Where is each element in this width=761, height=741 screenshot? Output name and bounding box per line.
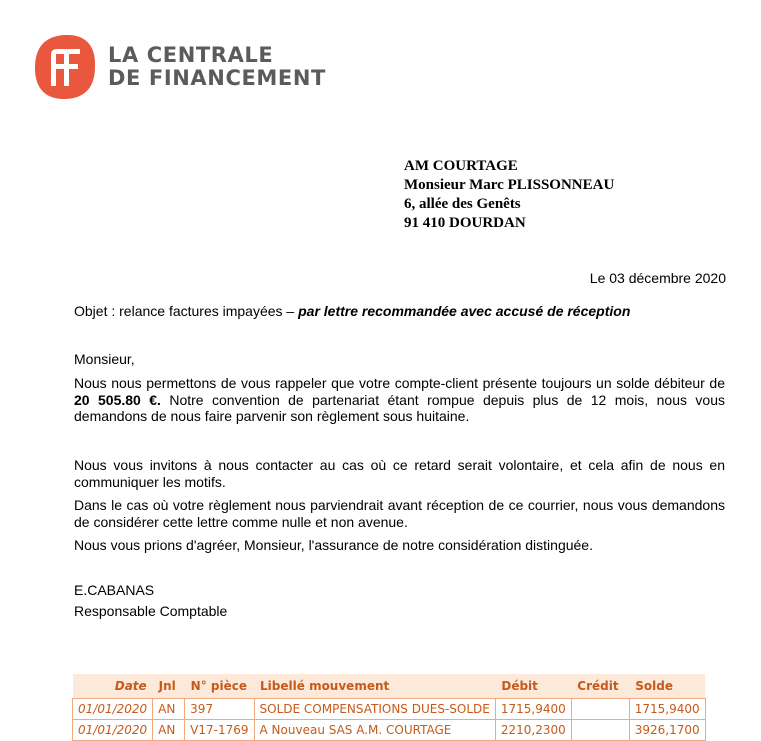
cell-balance: 1715,9400 — [629, 699, 705, 720]
signatory-title: Responsable Comptable — [74, 603, 228, 619]
cell-piece: 397 — [185, 699, 254, 720]
balance-amount: 20 505.80 €. — [74, 391, 161, 408]
ledger-table — [72, 674, 706, 741]
cell-credit — [571, 720, 629, 741]
recipient-street: 6, allée des Genêts — [404, 196, 521, 212]
paragraph-void: Dans le cas où votre règlement nous parviendrait avant réception de ce courrier, nous vous demandons de considérer cette lettre comme nulle et non avenue. — [74, 497, 725, 530]
table-row — [73, 720, 706, 741]
col-piece: N° pièce — [185, 674, 254, 699]
logo-line-2: DE FINANCEMENT — [108, 66, 326, 90]
col-balance: Solde — [629, 674, 705, 699]
paragraph-balance — [74, 375, 725, 425]
salutation: Monsieur, — [74, 351, 135, 367]
col-credit: Crédit — [571, 674, 629, 699]
letter-object — [74, 303, 630, 319]
object-emphasis: par lettre recommandée avec accusé de réception — [298, 303, 631, 319]
cell-jnl: AN — [153, 699, 185, 720]
cell-date: 01/01/2020 — [73, 720, 153, 741]
paragraph-balance-after: Notre convention de partenariat étant rompue depuis plus de 12 mois, nous vous demandons de nous faire parvenir son règlement sous huitaine. — [74, 391, 725, 424]
paragraph-closing: Nous vous prions d'agréer, Monsieur, l'assurance de notre considération distinguée. — [74, 537, 593, 553]
col-label: Libellé mouvement — [254, 674, 495, 699]
signatory-name: E.CABANAS — [74, 582, 155, 598]
cell-balance: 3926,1700 — [629, 720, 705, 741]
logo-line-1: LA CENTRALE — [108, 43, 274, 67]
table-row — [73, 699, 706, 720]
col-jnl: Jnl — [153, 674, 185, 699]
recipient-company: AM COURTAGE — [404, 158, 518, 174]
paragraph-balance-before: Nous nous permettons de vous rappeler que votre compte-client présente toujours un solde débiteur de — [74, 375, 725, 391]
object-prefix: Objet : relance factures impayées – — [74, 303, 299, 319]
recipient-name: Monsieur Marc PLISSONNEAU — [404, 177, 615, 193]
cell-label: SOLDE COMPENSATIONS DUES-SOLDE — [254, 699, 495, 720]
cell-piece: V17-1769 — [185, 720, 254, 741]
cell-date: 01/01/2020 — [73, 699, 153, 720]
col-date: Date — [73, 674, 153, 699]
col-debit: Débit — [495, 674, 571, 699]
cf-monogram-icon — [34, 34, 96, 100]
recipient-address — [404, 157, 614, 233]
cell-label: A Nouveau SAS A.M. COURTAGE — [254, 720, 495, 741]
paragraph-contact: Nous vous invitons à nous contacter au cas où ce retard serait volontaire, et cela afin de nous en communiquer les motifs. — [74, 457, 725, 490]
ledger-header-row — [73, 674, 706, 699]
cell-jnl: AN — [153, 720, 185, 741]
logo-wordmark — [108, 44, 326, 90]
cell-debit: 1715,9400 — [495, 699, 571, 720]
company-logo — [34, 34, 334, 102]
recipient-city: 91 410 DOURDAN — [404, 215, 526, 231]
cell-debit: 2210,2300 — [495, 720, 571, 741]
letter-date: Le 03 décembre 2020 — [589, 270, 726, 286]
cell-credit — [571, 699, 629, 720]
